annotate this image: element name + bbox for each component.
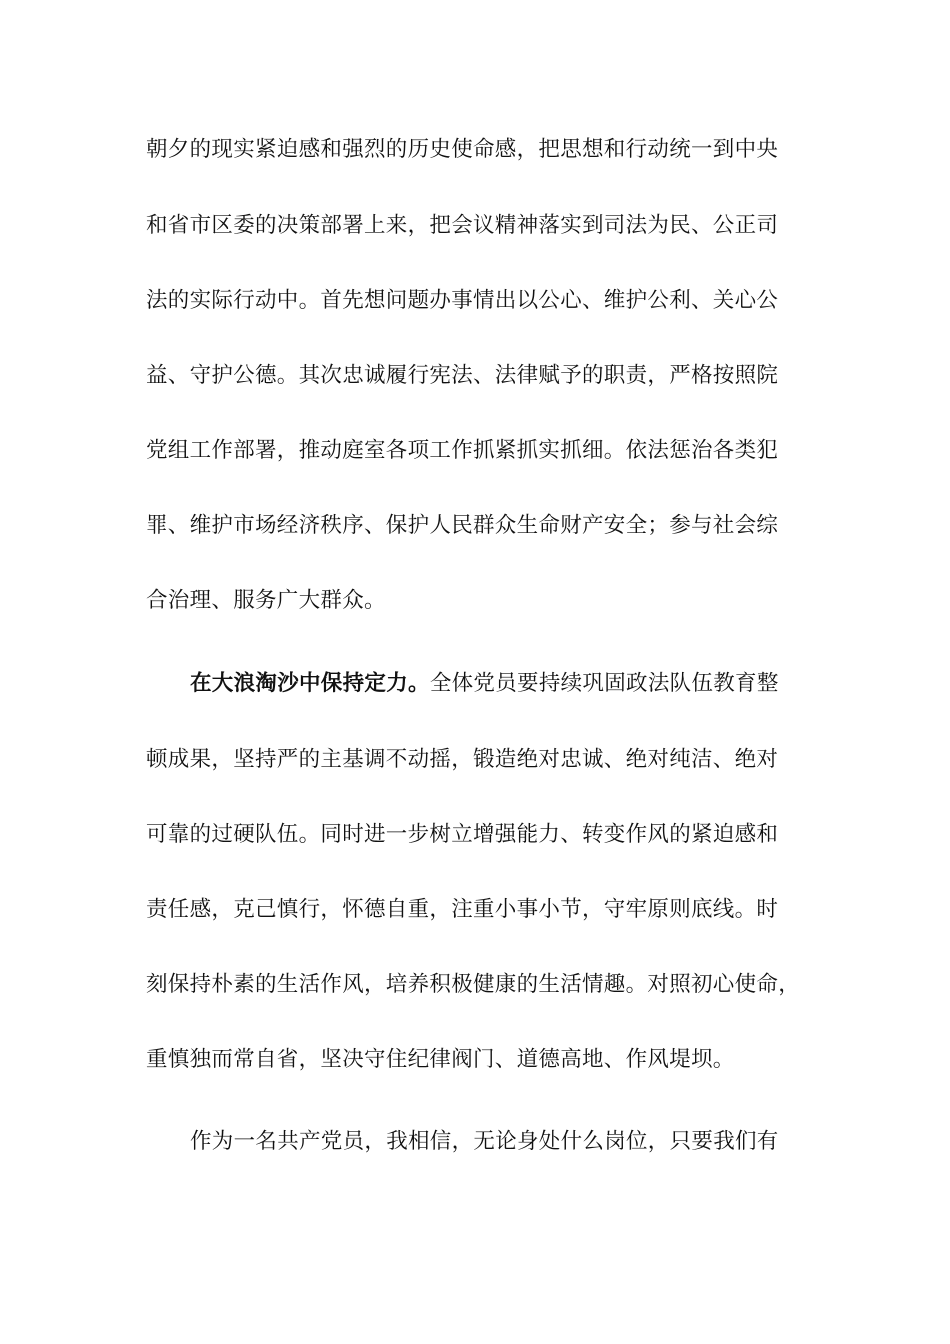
paragraph-2-line-3: 可靠的过硬队伍。同时进一步树立增强能力、转变作风的紧迫感和 — [146, 822, 779, 847]
paragraph-3-line-1: 作为一名共产党员，我相信，无论身处什么岗位，只要我们有 — [190, 1129, 779, 1154]
paragraph-1-line-6: 罪、维护市场经济秩序、保护人民群众生命财产安全；参与社会综 — [146, 513, 779, 538]
paragraph-2-line-2: 顿成果，坚持严的主基调不动摇，锻造绝对忠诚、绝对纯洁、绝对 — [146, 747, 779, 772]
paragraph-1-line-1: 朝夕的现实紧迫感和强烈的历史使命感，把思想和行动统一到中央 — [146, 137, 779, 162]
paragraph-1-line-5: 党组工作部署，推动庭室各项工作抓紧抓实抓细。依法惩治各类犯 — [146, 438, 779, 463]
paragraph-2-line-4: 责任感，克己慎行，怀德自重，注重小事小节，守牢原则底线。时 — [146, 897, 779, 922]
paragraph-1-line-2: 和省市区委的决策部署上来，把会议精神落实到司法为民、公正司 — [146, 213, 779, 238]
paragraph-1-line-3: 法的实际行动中。首先想问题办事情出以公心、维护公利、关心公 — [146, 288, 779, 313]
paragraph-2-line-6: 重慎独而常自省，坚决守住纪律阀门、道德高地、作风堤坝。 — [146, 1047, 735, 1072]
paragraph-2-heading: 在大浪淘沙中保持定力。 — [190, 671, 430, 696]
paragraph-2-line-1 — [190, 664, 806, 704]
paragraph-2-line-5: 刻保持朴素的生活作风，培养积极健康的生活情趣。对照初心使命， — [146, 972, 801, 997]
paragraph-1-line-7: 合治理、服务广大群众。 — [146, 588, 386, 613]
paragraph-1-line-4: 益、守护公德。其次忠诚履行宪法、法律赋予的职责，严格按照院 — [146, 363, 779, 388]
paragraph-2-line-1-text: 全体党员要持续巩固政法队伍教育整 — [429, 671, 779, 696]
